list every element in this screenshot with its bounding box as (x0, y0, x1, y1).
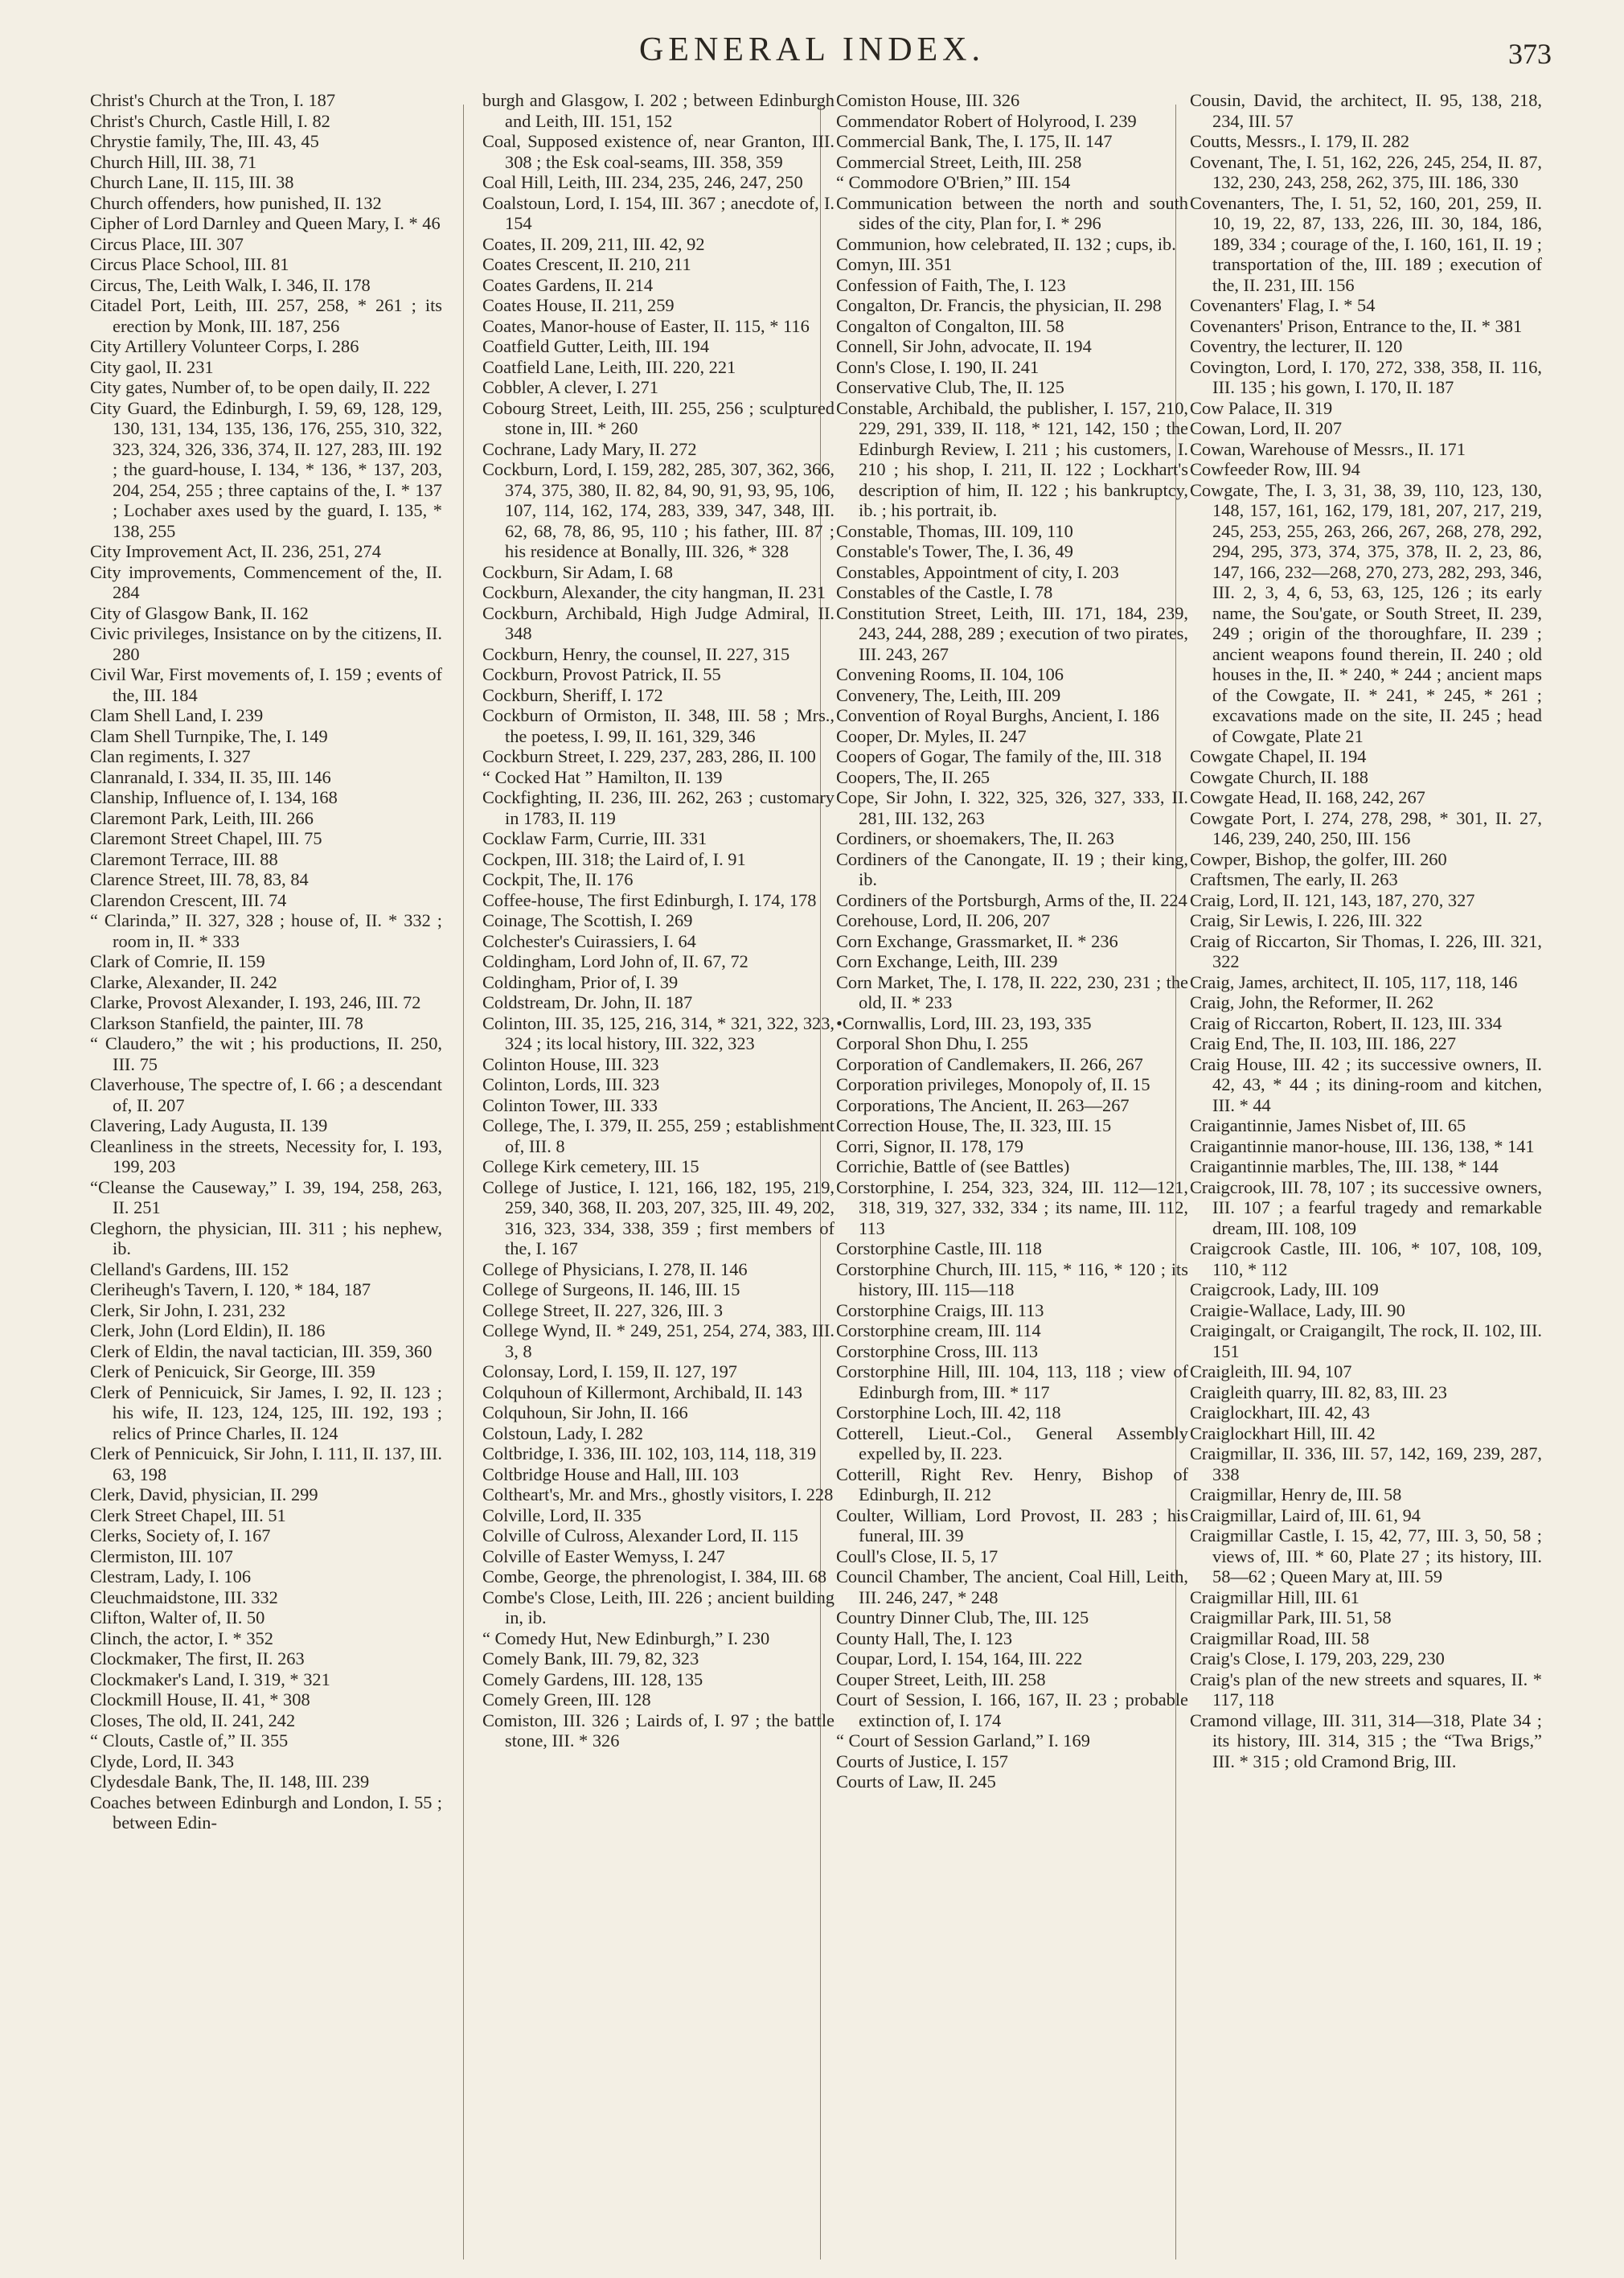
index-entry: Craigcrook, III. 78, 107 ; its successive owners, III. 107 ; a fearful tragedy and remarkable dream, III. 108, 109 (1190, 1176, 1542, 1238)
index-entry: Cockpit, The, II. 176 (482, 869, 634, 889)
column-divider (463, 105, 464, 2260)
index-entry: Covenanters, The, I. 51, 52, 160, 201, 259, II. 10, 19, 22, 87, 133, 226, III. 30, 184, 186, 189, 334 ; courage of the, I. 160, 161, II. 19 ; transportation of the, III. 189 ; execution of the, II. 231, III. 156 (1190, 192, 1542, 295)
index-entry: Craig, John, the Reformer, II. 262 (1190, 992, 1434, 1012)
index-entry: City gates, Number of, to be open daily, II. 222 (90, 377, 431, 397)
index-entry: Coaches between Edinburgh and London, I. 55 ; between Edin- (90, 1792, 442, 1833)
index-entry: Cow Palace, II. 319 (1190, 397, 1333, 418)
index-entry: Craig, James, architect, II. 105, 117, 118, 146 (1190, 971, 1518, 992)
index-entry: Clerk Street Chapel, III. 51 (90, 1504, 286, 1525)
index-entry: Coffee-house, The first Edinburgh, I. 174, 178 (482, 889, 817, 910)
index-entry: Corporations, The Ancient, II. 263—267 (836, 1094, 1130, 1115)
index-entry: Colinton, Lords, III. 323 (482, 1074, 660, 1094)
index-entry: Colville of Easter Wemyss, I. 247 (482, 1545, 725, 1566)
index-entry: College, The, I. 379, II. 255, 259 ; establishment of, III. 8 (482, 1115, 835, 1156)
index-entry: Church offenders, how punished, II. 132 (90, 192, 382, 213)
index-entry: Craigmillar, Henry de, III. 58 (1190, 1484, 1402, 1504)
index-entry: Communion, how celebrated, II. 132 ; cups, ib. (836, 233, 1176, 254)
index-entry: Cochrane, Lady Mary, II. 272 (482, 438, 697, 459)
index-entry: Combe, George, the phrenologist, I. 384, III. 68 (482, 1566, 827, 1586)
index-entry: Cowfeeder Row, III. 94 (1190, 459, 1360, 479)
index-entry: Clifton, Walter of, II. 50 (90, 1607, 265, 1627)
index-entry: Comely Bank, III. 79, 82, 323 (482, 1648, 699, 1668)
index-entry: Cowgate, The, I. 3, 31, 38, 39, 110, 123, 130, 148, 157, 161, 162, 179, 181, 207, 217, 219, 245, 253, 255, 263, 266, 267, 268, 278, 292, 294, 295, 373, 374, 375, 378, II. 2, 23, 86, 147, 166, 232—268, 270, 273, 282, 293, 346, III. 2, 3, 4, 6, 53, 63, 125, 126 ; its early name, the Sou'gate, or South Street, II. 239, 249 ; origin of the thoroughfare, II. 239 ; ancient weapons found therein, II. 240 ; old houses in the, II. * 240, * 244 ; ancient maps of the Cowgate, II. * 241, * 245, * 261 ; excavations made on the site, II. 245 ; head of Cowgate, Plate 21 (1190, 479, 1542, 746)
index-entry: Conn's Close, I. 190, II. 241 (836, 356, 1040, 377)
index-entry: Craig, Lord, II. 121, 143, 187, 270, 327 (1190, 889, 1475, 910)
index-entry: Coltbridge, I. 336, III. 102, 103, 114, 118, 319 (482, 1443, 817, 1463)
index-entry: Commercial Street, Leith, III. 258 (836, 151, 1082, 172)
index-entry: Covenant, The, I. 51, 162, 226, 245, 254, II. 87, 132, 230, 243, 258, 262, 375, III. 186, 330 (1190, 151, 1542, 192)
index-entry: Craigcrook, Lady, III. 109 (1190, 1279, 1379, 1299)
index-entry: Coates, II. 209, 211, III. 42, 92 (482, 233, 705, 254)
index-entry: Convenery, The, Leith, III. 209 (836, 684, 1061, 705)
index-entry: Clyde, Lord, II. 343 (90, 1751, 235, 1771)
index-entry: Commendator Robert of Holyrood, I. 239 (836, 110, 1137, 131)
index-entry: Craigie-Wallace, Lady, III. 90 (1190, 1299, 1405, 1320)
index-entry: City of Glasgow Bank, II. 162 (90, 602, 309, 623)
index-entry: “ Cocked Hat ” Hamilton, II. 139 (482, 766, 723, 787)
index-entry: Cowgate Church, II. 188 (1190, 766, 1368, 787)
index-entry: City Guard, the Edinburgh, I. 59, 69, 128, 129, 130, 131, 134, 135, 136, 176, 255, 310, 322, 323, 324, 326, 336, 374, II. 127, 283, III. 192 ; the guard-house, I. 134, * 136, * 137, 203, 204, 254, 255 ; three captains of the, I. * 137 ; Lochaber axes used by the guard, I. 135, * 138, 255 (90, 397, 442, 541)
index-entry: Comiston, III. 326 ; Lairds of, I. 97 ; the battle stone, III. * 326 (482, 1710, 835, 1751)
index-entry: Coventry, the lecturer, II. 120 (1190, 336, 1403, 356)
index-entry: Craigantinnie marbles, The, III. 138, * 144 (1190, 1156, 1499, 1176)
index-entry: Constitution Street, Leith, III. 171, 184, 239, 243, 244, 288, 289 ; execution of two pirates, III. 243, 267 (836, 602, 1188, 664)
index-entry: Cowan, Lord, II. 207 (1190, 418, 1343, 438)
index-entry: Connell, Sir John, advocate, II. 194 (836, 336, 1092, 356)
index-entry: Christ's Church at the Tron, I. 187 (90, 90, 336, 110)
index-entry: Clarke, Alexander, II. 242 (90, 971, 277, 992)
index-entry: Coldingham, Lord John of, II. 67, 72 (482, 951, 748, 971)
index-entry: Comely Green, III. 128 (482, 1689, 651, 1710)
index-column-3 (836, 90, 1188, 2261)
index-entry: Church Lane, II. 115, III. 38 (90, 172, 294, 192)
index-entry: Clanship, Influence of, I. 134, 168 (90, 787, 338, 807)
index-entry: Clarence Street, III. 78, 83, 84 (90, 869, 309, 889)
index-entry: Corporal Shon Dhu, I. 255 (836, 1033, 1028, 1053)
index-entry: Cooper, Dr. Myles, II. 247 (836, 725, 1027, 746)
index-entry: Clerk of Penicuick, Sir George, III. 359 (90, 1361, 375, 1381)
index-entry: Cockburn, Archibald, High Judge Admiral, II. 348 (482, 602, 835, 643)
index-entry: Comiston House, III. 326 (836, 90, 1020, 110)
index-entry: Clarendon Crescent, III. 74 (90, 889, 287, 910)
index-entry: Cowper, Bishop, the golfer, III. 260 (1190, 848, 1447, 869)
index-entry: “ Clarinda,” II. 327, 328 ; house of, II. * 332 ; room in, II. * 333 (90, 910, 442, 951)
index-entry: Closes, The old, II. 241, 242 (90, 1710, 296, 1730)
index-entry: Coinage, The Scottish, I. 269 (482, 910, 693, 930)
index-entry: Christ's Church, Castle Hill, I. 82 (90, 110, 330, 131)
index-entry: Coulter, William, Lord Provost, II. 283 ; his funeral, III. 39 (836, 1504, 1188, 1545)
index-entry: College Street, II. 227, 326, III. 3 (482, 1299, 724, 1320)
index-entry: Clelland's Gardens, III. 152 (90, 1258, 289, 1279)
index-entry: Cockfighting, II. 236, III. 262, 263 ; customary in 1783, II. 119 (482, 787, 835, 828)
index-entry: Coopers, The, II. 265 (836, 766, 990, 787)
index-entry: Colinton, III. 35, 125, 216, 314, * 321, 322, 323, 324 ; its local history, III. 322, 323 (482, 1012, 835, 1053)
index-column-1 (90, 90, 442, 2261)
index-entry: Cordiners of the Canongate, II. 19 ; their king, ib. (836, 848, 1188, 889)
index-entry: Cockburn, Alexander, the city hangman, II. 231 (482, 582, 826, 602)
index-entry: Constable, Thomas, III. 109, 110 (836, 520, 1073, 541)
index-entry: Covenanters' Flag, I. * 54 (1190, 295, 1376, 315)
index-entry: Craigmillar Park, III. 51, 58 (1190, 1607, 1392, 1627)
index-entry: Clerk of Pennicuick, Sir James, I. 92, II. 123 ; his wife, II. 123, 124, 125, III. 192, 193 ; relics of Prince Charles, II. 124 (90, 1381, 442, 1443)
index-entry: Coates Gardens, II. 214 (482, 274, 654, 295)
index-entry: Colstoun, Lady, I. 282 (482, 1422, 644, 1443)
index-entry: Confession of Faith, The, I. 123 (836, 274, 1066, 295)
index-entry: Cockburn of Ormiston, II. 348, III. 58 ; Mrs., the poetess, I. 99, II. 161, 329, 346 (482, 705, 835, 746)
index-entry: “ Commodore O'Brien,” III. 154 (836, 172, 1071, 192)
index-entry: Comyn, III. 351 (836, 254, 953, 274)
index-entry: Constables, Appointment of city, I. 203 (836, 561, 1119, 582)
index-entry: Corstorphine Castle, III. 118 (836, 1238, 1042, 1258)
index-entry: Craigmillar Road, III. 58 (1190, 1627, 1370, 1648)
index-entry: Cousin, David, the architect, II. 95, 138, 218, 234, III. 57 (1190, 90, 1542, 131)
index-entry: Clockmill House, II. 41, * 308 (90, 1689, 310, 1710)
index-entry: Corrichie, Battle of (see Battles) (836, 1156, 1070, 1176)
index-entry: Circus, The, Leith Walk, I. 346, II. 178 (90, 274, 371, 295)
index-entry: Civil War, First movements of, I. 159 ; events of the, III. 184 (90, 664, 442, 705)
index-entry: Court of Session, I. 166, 167, II. 23 ; probable extinction of, I. 174 (836, 1689, 1188, 1730)
index-entry: Cobbler, A clever, I. 271 (482, 377, 658, 397)
index-entry: Commercial Bank, The, I. 175, II. 147 (836, 131, 1113, 151)
index-entry: Cowgate Chapel, II. 194 (1190, 746, 1367, 766)
index-entry: Cobourg Street, Leith, III. 255, 256 ; sculptured stone in, III. * 260 (482, 397, 835, 438)
index-entry: City Artillery Volunteer Corps, I. 286 (90, 336, 359, 356)
index-entry: Colinton House, III. 323 (482, 1053, 659, 1074)
index-entry: Craigleith, III. 94, 107 (1190, 1361, 1352, 1381)
index-entry: Corstorphine Church, III. 115, * 116, * 120 ; its history, III. 115—118 (836, 1258, 1188, 1299)
index-entry: Cordiners, or shoemakers, The, II. 263 (836, 828, 1114, 848)
index-entry: Colquhoun of Killermont, Archibald, II. 143 (482, 1381, 803, 1402)
index-entry: Colquhoun, Sir John, II. 166 (482, 1402, 688, 1422)
index-entry: Corporation of Candlemakers, II. 266, 267 (836, 1053, 1143, 1074)
index-entry: Clinch, the actor, I. * 352 (90, 1627, 273, 1648)
index-entry: Convention of Royal Burghs, Ancient, I. 186 (836, 705, 1159, 725)
index-entry: Clarkson Stanfield, the painter, III. 78 (90, 1012, 363, 1033)
index-entry: Couper Street, Leith, III. 258 (836, 1668, 1046, 1689)
index-entry: Craig End, The, II. 103, III. 186, 227 (1190, 1033, 1457, 1053)
index-entry: Craiglockhart, III. 42, 43 (1190, 1402, 1370, 1422)
index-entry: Coopers of Gogar, The family of the, III. 318 (836, 746, 1162, 766)
index-entry: Coates Crescent, II. 210, 211 (482, 254, 691, 274)
index-entry: Cotterill, Right Rev. Henry, Bishop of Edinburgh, II. 212 (836, 1463, 1188, 1504)
index-entry: Colchester's Cuirassiers, I. 64 (482, 930, 696, 951)
index-entry: City improvements, Commencement of the, II. 284 (90, 561, 442, 602)
index-entry: Clydesdale Bank, The, II. 148, III. 239 (90, 1771, 370, 1792)
index-entry: Craig House, III. 42 ; its successive owners, II. 42, 43, * 44 ; its dining-room and kitchen, III. * 44 (1190, 1053, 1542, 1115)
index-entry: City Improvement Act, II. 236, 251, 274 (90, 541, 381, 561)
index-entry: Comely Gardens, III. 128, 135 (482, 1668, 703, 1689)
index-entry: burgh and Glasgow, I. 202 ; between Edinburgh and Leith, III. 151, 152 (482, 90, 835, 131)
index-entry: Circus Place, III. 307 (90, 233, 244, 254)
index-entry: Cockpen, III. 318; the Laird of, I. 91 (482, 848, 746, 869)
index-entry: Cowgate Port, I. 274, 278, 298, * 301, II. 27, 146, 239, 240, 250, III. 156 (1190, 807, 1542, 848)
index-entry: Colville, Lord, II. 335 (482, 1504, 642, 1525)
index-entry: Craig of Riccarton, Sir Thomas, I. 226, III. 321, 322 (1190, 930, 1542, 971)
index-entry: Covington, Lord, I. 170, 272, 338, 358, II. 116, III. 135 ; his gown, I. 170, II. 187 (1190, 356, 1542, 397)
index-entry: Council Chamber, The ancient, Coal Hill, Leith, III. 246, 247, * 248 (836, 1566, 1188, 1607)
index-entry: Corstorphine Loch, III. 42, 118 (836, 1402, 1061, 1422)
index-entry: Coal Hill, Leith, III. 234, 235, 246, 247, 250 (482, 172, 803, 192)
index-entry: Corri, Signor, II. 178, 179 (836, 1135, 1023, 1156)
index-entry: Congalton of Congalton, III. 58 (836, 315, 1064, 336)
index-entry: Craigmillar, Laird of, III. 61, 94 (1190, 1504, 1421, 1525)
index-entry: Cockburn, Henry, the counsel, II. 227, 315 (482, 643, 790, 664)
index-entry: •Cornwallis, Lord, III. 23, 193, 335 (836, 1012, 1092, 1033)
index-entry: Claremont Park, Leith, III. 266 (90, 807, 314, 828)
index-entry: Country Dinner Club, The, III. 125 (836, 1607, 1089, 1627)
index-entry: College Wynd, II. * 249, 251, 254, 274, 383, III. 3, 8 (482, 1320, 835, 1361)
index-entry: Claremont Terrace, III. 88 (90, 848, 278, 869)
index-entry: Congalton, Dr. Francis, the physician, II. 298 (836, 295, 1162, 315)
page-number: 373 (1508, 38, 1552, 70)
index-entry: Craig's plan of the new streets and squares, II. * 117, 118 (1190, 1668, 1542, 1710)
index-entry: Cowan, Warehouse of Messrs., II. 171 (1190, 438, 1466, 459)
index-entry: Cleanliness in the streets, Necessity for, I. 193, 199, 203 (90, 1135, 442, 1176)
index-entry: Corn Market, The, I. 178, II. 222, 230, 231 ; the old, II. * 233 (836, 971, 1188, 1012)
index-entry: College of Physicians, I. 278, II. 146 (482, 1258, 748, 1279)
index-entry: Clerk of Pennicuick, Sir John, I. 111, II. 137, III. 63, 198 (90, 1443, 442, 1484)
index-columns (90, 90, 1577, 2261)
index-entry: Conservative Club, The, II. 125 (836, 377, 1064, 397)
index-entry: “Cleanse the Causeway,” I. 39, 194, 258, 263, II. 251 (90, 1176, 442, 1217)
index-entry: Covenanters' Prison, Entrance to the, II. * 381 (1190, 315, 1523, 336)
index-entry: Colinton Tower, III. 333 (482, 1094, 658, 1115)
index-entry: Cleriheugh's Tavern, I. 120, * 184, 187 (90, 1279, 371, 1299)
index-entry: Courts of Law, II. 245 (836, 1771, 996, 1792)
index-entry: Communication between the north and south sides of the city, Plan for, I. * 296 (836, 192, 1188, 233)
index-entry: Cramond village, III. 311, 314—318, Plate 34 ; its history, III. 314, 315 ; the “Twa Brigs,” III. * 315 ; old Cramond Brig, III. (1190, 1710, 1542, 1771)
index-entry: City gaol, II. 231 (90, 356, 214, 377)
index-entry: Cleuchmaidstone, III. 332 (90, 1586, 278, 1607)
index-entry: Courts of Justice, I. 157 (836, 1751, 1008, 1771)
index-entry: Claremont Street Chapel, III. 75 (90, 828, 322, 848)
index-entry: Cockburn, Sir Adam, I. 68 (482, 561, 673, 582)
index-entry: Cocklaw Farm, Currie, III. 331 (482, 828, 707, 848)
index-entry: Cockburn Street, I. 229, 237, 283, 286, II. 100 (482, 746, 816, 766)
index-entry: Craigcrook Castle, III. 106, * 107, 108, 109, 110, * 112 (1190, 1238, 1542, 1279)
index-entry: Corstorphine Craigs, III. 113 (836, 1299, 1044, 1320)
index-entry: Clarke, Provost Alexander, I. 193, 246, III. 72 (90, 992, 421, 1012)
index-entry: Cope, Sir John, I. 322, 325, 326, 327, 333, II. 281, III. 132, 263 (836, 787, 1188, 828)
index-entry: Craigmillar Hill, III. 61 (1190, 1586, 1359, 1607)
index-entry: Claverhouse, The spectre of, I. 66 ; a descendant of, II. 207 (90, 1074, 442, 1115)
index-entry: Clan regiments, I. 327 (90, 746, 251, 766)
index-entry: Coatfield Gutter, Leith, III. 194 (482, 336, 710, 356)
index-entry: Cockburn, Provost Patrick, II. 55 (482, 664, 721, 684)
index-entry: Corporation privileges, Monopoly of, II. 15 (836, 1074, 1150, 1094)
index-entry: Coalstoun, Lord, I. 154, III. 367 ; anecdote of, I. 154 (482, 192, 835, 233)
index-entry: Clam Shell Turnpike, The, I. 149 (90, 725, 328, 746)
index-entry: Coldingham, Prior of, I. 39 (482, 971, 679, 992)
index-entry: Craigantinnie manor-house, III. 136, 138, * 141 (1190, 1135, 1535, 1156)
index-entry: County Hall, The, I. 123 (836, 1627, 1013, 1648)
index-entry: Craigmillar, II. 336, III. 57, 142, 169, 239, 287, 338 (1190, 1443, 1542, 1484)
index-entry: Craigleith quarry, III. 82, 83, III. 23 (1190, 1381, 1448, 1402)
index-entry: Clerk, David, physician, II. 299 (90, 1484, 318, 1504)
index-entry: Craig's Close, I. 179, 203, 229, 230 (1190, 1648, 1445, 1668)
index-entry: Craig of Riccarton, Robert, II. 123, III. 334 (1190, 1012, 1502, 1033)
index-entry: Clerks, Society of, I. 167 (90, 1525, 271, 1545)
index-entry: Coupar, Lord, I. 154, 164, III. 222 (836, 1648, 1083, 1668)
index-entry: Coatfield Lane, Leith, III. 220, 221 (482, 356, 736, 377)
index-entry: Corstorphine Hill, III. 104, 113, 118 ; view of Edinburgh from, III. * 117 (836, 1361, 1188, 1402)
index-entry: Clermiston, III. 107 (90, 1545, 233, 1566)
index-entry: Correction House, The, II. 323, III. 15 (836, 1115, 1112, 1135)
running-title: GENERAL INDEX. (638, 31, 986, 68)
index-entry: Corehouse, Lord, II. 206, 207 (836, 910, 1051, 930)
index-entry: Clavering, Lady Augusta, II. 139 (90, 1115, 328, 1135)
index-entry: College Kirk cemetery, III. 15 (482, 1156, 699, 1176)
index-entry: Clerk of Eldin, the naval tactician, III. 359, 360 (90, 1340, 433, 1361)
index-entry: Constable's Tower, The, I. 36, 49 (836, 541, 1073, 561)
index-entry: “ Comedy Hut, New Edinburgh,” I. 230 (482, 1627, 770, 1648)
index-entry: Coldstream, Dr. John, II. 187 (482, 992, 693, 1012)
index-entry: Craig, Sir Lewis, I. 226, III. 322 (1190, 910, 1423, 930)
index-entry: Cipher of Lord Darnley and Queen Mary, I. * 46 (90, 213, 441, 233)
index-entry: Corstorphine, I. 254, 323, 324, III. 112—121, 318, 319, 327, 332, 334 ; its name, III. 112, 113 (836, 1176, 1188, 1238)
index-entry: Craigingalt, or Craigangilt, The rock, II. 102, III. 151 (1190, 1320, 1542, 1361)
index-entry: Corn Exchange, Grassmarket, II. * 236 (836, 930, 1118, 951)
index-entry: Corstorphine cream, III. 114 (836, 1320, 1041, 1340)
index-entry: Craigantinnie, James Nisbet of, III. 65 (1190, 1115, 1466, 1135)
index-entry: Coull's Close, II. 5, 17 (836, 1545, 999, 1566)
index-entry: Clockmaker, The first, II. 263 (90, 1648, 305, 1668)
index-entry: Colonsay, Lord, I. 159, II. 127, 197 (482, 1361, 737, 1381)
index-entry: Corstorphine Cross, III. 113 (836, 1340, 1039, 1361)
index-entry: Craiglockhart Hill, III. 42 (1190, 1422, 1376, 1443)
index-entry: Craftsmen, The early, II. 263 (1190, 869, 1398, 889)
index-entry: Citadel Port, Leith, III. 257, 258, * 261 ; its erection by Monk, III. 187, 256 (90, 295, 442, 336)
index-entry: Colville of Culross, Alexander Lord, II. 115 (482, 1525, 798, 1545)
index-entry: Coltbridge House and Hall, III. 103 (482, 1463, 740, 1484)
index-entry: College of Justice, I. 121, 166, 182, 195, 219, 259, 340, 368, II. 203, 207, 325, III. 49, 202, 316, 323, 334, 338, 359 ; first members of the, I. 167 (482, 1176, 835, 1258)
index-entry: Cockburn, Sheriff, I. 172 (482, 684, 663, 705)
index-column-4 (1190, 90, 1542, 2261)
index-entry: Chrystie family, The, III. 43, 45 (90, 131, 319, 151)
index-entry: Constables of the Castle, I. 78 (836, 582, 1053, 602)
index-entry: Clark of Comrie, II. 159 (90, 951, 265, 971)
index-entry: Coltheart's, Mr. and Mrs., ghostly visitors, I. 228 (482, 1484, 834, 1504)
index-entry: Coal, Supposed existence of, near Granton, III. 308 ; the Esk coal-seams, III. 358, 359 (482, 131, 835, 172)
index-entry: Circus Place School, III. 81 (90, 254, 289, 274)
index-entry: College of Surgeons, II. 146, III. 15 (482, 1279, 740, 1299)
index-entry: Clockmaker's Land, I. 319, * 321 (90, 1668, 330, 1689)
index-entry: Clerk, Sir John, I. 231, 232 (90, 1299, 286, 1320)
index-entry: Cowgate Head, II. 168, 242, 267 (1190, 787, 1425, 807)
index-entry: Civic privileges, Insistance on by the citizens, II. 280 (90, 623, 442, 664)
index-entry: Coates, Manor-house of Easter, II. 115, * 116 (482, 315, 810, 336)
index-entry: “ Court of Session Garland,” I. 169 (836, 1730, 1090, 1751)
index-entry: Coutts, Messrs., I. 179, II. 282 (1190, 131, 1410, 151)
index-entry: Cleghorn, the physician, III. 311 ; his nephew, ib. (90, 1217, 442, 1258)
index-entry: Clam Shell Land, I. 239 (90, 705, 264, 725)
index-entry: Corn Exchange, Leith, III. 239 (836, 951, 1058, 971)
index-entry: Cotterell, Lieut.-Col., General Assembly expelled by, II. 223. (836, 1422, 1188, 1463)
index-entry: Constable, Archibald, the publisher, I. 157, 210, 229, 291, 339, II. 118, * 121, 142, 150 ; the Edinburgh Review, I. 211 ; his customers, I. 210 ; his shop, I. 211, II. 122 ; Lockhart's description of him, II. 122 ; his bankruptcy, ib. ; his portrait, ib. (836, 397, 1188, 520)
index-entry: Combe's Close, Leith, III. 226 ; ancient building in, ib. (482, 1586, 835, 1627)
index-entry: Cordiners of the Portsburgh, Arms of the, II. 224 (836, 889, 1187, 910)
index-entry: Coates House, II. 211, 259 (482, 295, 675, 315)
index-entry: Craigmillar Castle, I. 15, 42, 77, III. 3, 50, 58 ; views of, III. * 60, Plate 27 ; its history, III. 58—62 ; Queen Mary at, III. 59 (1190, 1525, 1542, 1586)
index-entry: Convening Rooms, II. 104, 106 (836, 664, 1064, 684)
index-entry: “ Claudero,” the wit ; his productions, II. 250, III. 75 (90, 1033, 442, 1074)
index-entry: Church Hill, III. 38, 71 (90, 151, 257, 172)
index-entry: Cockburn, Lord, I. 159, 282, 285, 307, 362, 366, 374, 375, 380, II. 82, 84, 90, 91, 93, 95, 106, 107, 114, 162, 174, 283, 339, 347, 348, III. 62, 68, 78, 86, 95, 110 ; his father, III. 87 ; his residence at Bonally, III. 326, * 328 (482, 459, 835, 561)
index-entry: Clanranald, I. 334, II. 35, III. 146 (90, 766, 331, 787)
index-column-2 (482, 90, 835, 2261)
index-entry: Clerk, John (Lord Eldin), II. 186 (90, 1320, 326, 1340)
index-entry: Clestram, Lady, I. 106 (90, 1566, 252, 1586)
page-header (0, 31, 1624, 79)
index-entry: “ Clouts, Castle of,” II. 355 (90, 1730, 289, 1751)
